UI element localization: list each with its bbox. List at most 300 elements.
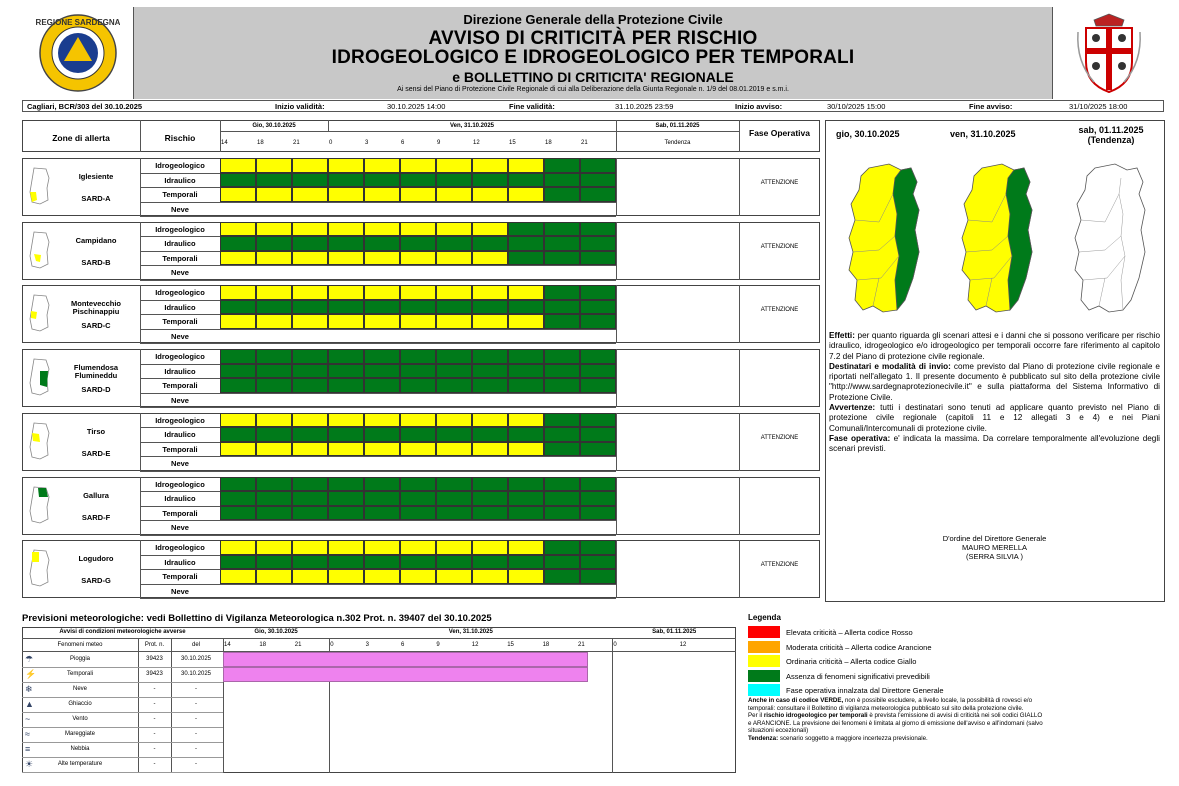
risk-slot bbox=[220, 187, 256, 202]
risk-slot bbox=[580, 540, 616, 555]
hour-label: 6 bbox=[401, 140, 405, 146]
meteo-name: Pioggia bbox=[69, 656, 90, 662]
regione-sardegna-logo bbox=[22, 7, 134, 99]
risk-slot bbox=[292, 506, 328, 521]
sardinia-map-2 bbox=[952, 160, 1042, 320]
risk-slot bbox=[220, 555, 256, 570]
meteo-name: Neve bbox=[72, 686, 87, 692]
meteo-hour: 9 bbox=[436, 642, 440, 648]
hour-label: 3 bbox=[365, 140, 369, 146]
risk-slot bbox=[220, 314, 256, 329]
risk-slot bbox=[292, 158, 328, 173]
risk-slot bbox=[436, 555, 472, 570]
risk-slot bbox=[580, 506, 616, 521]
divider bbox=[22, 682, 223, 683]
divider bbox=[22, 772, 223, 773]
divider bbox=[140, 584, 616, 585]
risk-label: Idrogeologico bbox=[155, 543, 205, 553]
risk-slot bbox=[292, 378, 328, 393]
legal-reference: Ai sensi del Piano di Protezione Civile Regionale di cui alla Deliberazione della Giunta Regionale n. 1/9 del 08.01.2019 e s.m.i. bbox=[397, 86, 789, 93]
risk-slot bbox=[328, 413, 364, 428]
risk-slot bbox=[580, 555, 616, 570]
risk-slot bbox=[400, 222, 436, 237]
risk-slot bbox=[580, 349, 616, 364]
risk-slot bbox=[400, 285, 436, 300]
fase-operativa-label: Fase operativa: bbox=[829, 433, 891, 443]
risk-slot bbox=[328, 540, 364, 555]
risk-slot bbox=[328, 285, 364, 300]
risk-label: Idraulico bbox=[164, 239, 196, 249]
legend-text: Fase operativa innalzata dal Direttore Generale bbox=[786, 686, 944, 695]
risk-label: Idraulico bbox=[164, 366, 196, 376]
meteo-day2: Ven, 31.10.2025 bbox=[448, 629, 493, 635]
risk-slot bbox=[544, 569, 580, 584]
risk-slot bbox=[256, 491, 292, 506]
meteo-name: Ghiaccio bbox=[68, 701, 92, 707]
risk-slot bbox=[400, 378, 436, 393]
divider bbox=[739, 158, 740, 216]
zone-code: SARD-F bbox=[81, 512, 111, 522]
risk-slot bbox=[400, 314, 436, 329]
note3-bold: Tendenza: bbox=[748, 734, 779, 742]
risk-slot bbox=[508, 491, 544, 506]
risk-slot bbox=[220, 251, 256, 266]
zone-code: SARD-C bbox=[81, 321, 111, 331]
risk-slot bbox=[364, 187, 400, 202]
risk-slot bbox=[508, 427, 544, 442]
risk-slot bbox=[472, 506, 508, 521]
meteo-name: Temporali bbox=[66, 671, 93, 677]
risk-slot bbox=[220, 158, 256, 173]
risk-slot bbox=[220, 364, 256, 379]
risk-slot bbox=[436, 314, 472, 329]
map-date-1: gio, 30.10.2025 bbox=[836, 129, 900, 139]
risk-label: Neve bbox=[171, 268, 189, 278]
risk-slot bbox=[436, 364, 472, 379]
sub-title: e BOLLETTINO DI CRITICITA' REGIONALE bbox=[452, 69, 734, 85]
risk-slot bbox=[472, 300, 508, 315]
risk-slot bbox=[508, 300, 544, 315]
risk-slot bbox=[436, 378, 472, 393]
risk-slot bbox=[436, 413, 472, 428]
divider bbox=[140, 343, 616, 344]
risk-slot bbox=[508, 413, 544, 428]
risk-slot bbox=[472, 427, 508, 442]
risk-slot bbox=[220, 442, 256, 457]
risk-slot bbox=[436, 222, 472, 237]
risk-slot bbox=[472, 187, 508, 202]
risk-slot bbox=[328, 236, 364, 251]
sardinia-map-3 bbox=[1065, 160, 1155, 320]
risk-slot bbox=[328, 300, 364, 315]
risk-slot bbox=[400, 427, 436, 442]
fase-value: ATTENZIONE bbox=[760, 434, 799, 441]
divider bbox=[22, 667, 223, 668]
meteo-hour: 14 bbox=[224, 642, 231, 648]
risk-slot bbox=[544, 413, 580, 428]
risk-slot bbox=[400, 569, 436, 584]
risk-label: Neve bbox=[171, 395, 189, 405]
risk-slot bbox=[292, 569, 328, 584]
risk-label: Temporali bbox=[162, 381, 198, 391]
note2-text: è prevista l'emissione di avvisi di criticità nei soli codici GIALLO e ARANCIONE. La previsione dei fenomeni è limitata al giorno di emissione dell'avviso e all'indomani (salvo situazioni eccezionali) bbox=[748, 712, 1043, 735]
risk-slot bbox=[580, 427, 616, 442]
zone-map-thumbnail bbox=[26, 293, 52, 333]
risk-slot bbox=[364, 442, 400, 457]
risk-slot bbox=[544, 222, 580, 237]
risk-slot bbox=[256, 506, 292, 521]
risk-slot bbox=[472, 569, 508, 584]
divider bbox=[22, 727, 223, 728]
divider bbox=[739, 285, 740, 343]
risk-label: Idrogeologico bbox=[155, 288, 205, 298]
risk-slot bbox=[364, 506, 400, 521]
risk-slot bbox=[256, 236, 292, 251]
divider bbox=[739, 349, 740, 407]
risk-slot bbox=[328, 378, 364, 393]
meteo-hour: 18 bbox=[259, 642, 267, 648]
risk-slot bbox=[508, 506, 544, 521]
risk-slot bbox=[256, 300, 292, 315]
sardinia-coat-of-arms-logo bbox=[1052, 7, 1164, 99]
risk-label: Temporali bbox=[162, 253, 198, 263]
meteo-hour: 15 bbox=[507, 642, 514, 648]
meteo-hour: 0 bbox=[613, 642, 617, 648]
day2-label: Ven, 31.10.2025 bbox=[449, 123, 495, 129]
legend-title: Legenda bbox=[748, 613, 781, 622]
meteo-hour: 6 bbox=[401, 642, 405, 648]
divider bbox=[22, 638, 736, 639]
divider bbox=[140, 280, 616, 281]
risk-slot bbox=[220, 506, 256, 521]
meteo-icon-2: ❄ bbox=[25, 684, 33, 694]
hour-label: 21 bbox=[581, 140, 588, 146]
rischio-header: Rischio bbox=[164, 133, 196, 143]
divider bbox=[140, 456, 616, 457]
divider bbox=[140, 265, 616, 266]
divider bbox=[616, 477, 617, 535]
risk-slot bbox=[256, 540, 292, 555]
risk-slot bbox=[436, 236, 472, 251]
risk-slot bbox=[328, 251, 364, 266]
risk-slot bbox=[544, 555, 580, 570]
hour-label: 21 bbox=[293, 140, 300, 146]
risk-slot bbox=[544, 540, 580, 555]
risk-slot bbox=[256, 378, 292, 393]
legend-text: Elevata criticità – Allerta codice Rosso bbox=[786, 628, 913, 637]
risk-slot bbox=[364, 236, 400, 251]
risk-slot bbox=[400, 442, 436, 457]
meteo-hour: 21 bbox=[578, 642, 585, 648]
risk-slot bbox=[364, 173, 400, 188]
divider bbox=[140, 535, 616, 536]
risk-slot bbox=[400, 477, 436, 492]
inizio-avviso-label: Inizio avviso: bbox=[735, 102, 783, 111]
risk-slot bbox=[400, 173, 436, 188]
risk-slot bbox=[436, 569, 472, 584]
signature-line-2: MAURO MERELLA bbox=[961, 543, 1027, 552]
risk-slot bbox=[580, 364, 616, 379]
risk-slot bbox=[472, 285, 508, 300]
divider bbox=[22, 742, 223, 743]
risk-slot bbox=[292, 427, 328, 442]
divider bbox=[220, 131, 739, 132]
risk-slot bbox=[256, 427, 292, 442]
risk-slot bbox=[364, 413, 400, 428]
meteo-name: Nebbia bbox=[70, 746, 90, 752]
divider bbox=[739, 540, 740, 598]
risk-slot bbox=[364, 158, 400, 173]
risk-slot bbox=[436, 251, 472, 266]
divider bbox=[22, 712, 223, 713]
risk-slot bbox=[544, 477, 580, 492]
zone-map-thumbnail bbox=[26, 548, 52, 588]
risk-slot bbox=[292, 477, 328, 492]
risk-slot bbox=[472, 477, 508, 492]
fine-validita-label: Fine validità: bbox=[509, 102, 555, 111]
risk-label: Neve bbox=[171, 204, 189, 214]
risk-slot bbox=[580, 236, 616, 251]
risk-slot bbox=[328, 314, 364, 329]
risk-slot bbox=[400, 540, 436, 555]
risk-slot bbox=[436, 540, 472, 555]
divider bbox=[616, 158, 617, 216]
risk-label: Idraulico bbox=[164, 557, 196, 567]
risk-slot bbox=[400, 300, 436, 315]
zone-map-thumbnail bbox=[26, 230, 52, 270]
risk-slot bbox=[364, 364, 400, 379]
divider bbox=[739, 477, 740, 535]
divider bbox=[140, 407, 616, 408]
risk-slot bbox=[508, 173, 544, 188]
col-fenomeni: Fenomeni meteo bbox=[57, 642, 103, 648]
risk-slot bbox=[292, 540, 328, 555]
risk-slot bbox=[472, 314, 508, 329]
risk-slot bbox=[436, 491, 472, 506]
day1-label: Gio, 30.10.2025 bbox=[252, 123, 296, 129]
meteo-icon-3: ▲ bbox=[25, 699, 34, 709]
risk-slot bbox=[256, 413, 292, 428]
risk-label: Idrogeologico bbox=[155, 415, 205, 425]
fine-validita-value: 31.10.2025 23:59 bbox=[615, 102, 674, 111]
risk-slot bbox=[220, 222, 256, 237]
risk-slot bbox=[508, 364, 544, 379]
meteo-day3: Sab, 01.11.2025 bbox=[652, 629, 697, 635]
zone-code: SARD-B bbox=[81, 257, 111, 267]
risk-slot bbox=[580, 187, 616, 202]
map-tendenza-label: (Tendenza) bbox=[1087, 135, 1135, 145]
zone-code: SARD-G bbox=[81, 576, 111, 586]
divider bbox=[140, 393, 616, 394]
map-date-2: ven, 31.10.2025 bbox=[950, 129, 1016, 139]
risk-slot bbox=[364, 491, 400, 506]
hour-label: 12 bbox=[473, 140, 480, 146]
risk-slot bbox=[544, 314, 580, 329]
note3-text: scenario soggetto a maggiore incertezza previsionale. bbox=[778, 734, 928, 742]
zone-map-thumbnail bbox=[26, 421, 52, 461]
bulletin-reference: Cagliari, BCR/303 del 30.10.2025 bbox=[27, 102, 143, 111]
hour-label: 18 bbox=[257, 140, 264, 146]
risk-slot bbox=[436, 285, 472, 300]
risk-slot bbox=[508, 187, 544, 202]
meteo-hour: 3 bbox=[365, 642, 369, 648]
zone-map-thumbnail bbox=[26, 166, 52, 206]
risk-slot bbox=[292, 349, 328, 364]
meteo-del: 30.10.2025 bbox=[180, 656, 212, 662]
risk-slot bbox=[220, 569, 256, 584]
risk-slot bbox=[472, 364, 508, 379]
risk-label: Temporali bbox=[162, 572, 198, 582]
risk-slot bbox=[220, 491, 256, 506]
risk-slot bbox=[508, 540, 544, 555]
meteo-icon-1: ⚡ bbox=[25, 669, 37, 679]
risk-slot bbox=[292, 491, 328, 506]
divider bbox=[22, 697, 223, 698]
risk-slot bbox=[400, 506, 436, 521]
meteo-del: - bbox=[195, 761, 197, 767]
svg-text:REGIONE SARDEGNA: REGIONE SARDEGNA bbox=[35, 18, 120, 27]
risk-slot bbox=[544, 158, 580, 173]
divider bbox=[140, 471, 616, 472]
risk-label: Idraulico bbox=[164, 175, 196, 185]
risk-slot bbox=[328, 569, 364, 584]
main-title-2: IDROGEOLOGICO E IDROGEOLOGICO PER TEMPORALI bbox=[331, 47, 855, 68]
validity-row bbox=[22, 100, 1164, 112]
risk-slot bbox=[544, 442, 580, 457]
divider bbox=[140, 598, 616, 599]
dept-title: Direzione Generale della Protezione Civile bbox=[463, 12, 723, 27]
risk-slot bbox=[256, 187, 292, 202]
meteo-hour: 0 bbox=[330, 642, 334, 648]
risk-slot bbox=[220, 413, 256, 428]
risk-slot bbox=[364, 349, 400, 364]
fase-operativa-text: e' indicata la massima. Da correlare temporalmente all'evoluzione degli scenari previsti. bbox=[829, 433, 1160, 454]
risk-label: Idrogeologico bbox=[155, 161, 205, 170]
zone-name: Tirso bbox=[86, 426, 106, 436]
meteo-name: Alte temperature bbox=[57, 761, 103, 767]
zone-code: SARD-D bbox=[81, 385, 111, 395]
fase-value: ATTENZIONE bbox=[760, 307, 799, 314]
risk-slot bbox=[292, 251, 328, 266]
note2-prefix: Per il bbox=[748, 712, 764, 720]
risk-slot bbox=[328, 477, 364, 492]
meteo-del: - bbox=[195, 716, 197, 722]
meteo-prot: - bbox=[153, 731, 156, 737]
meteo-prot: - bbox=[153, 746, 156, 752]
risk-slot bbox=[436, 349, 472, 364]
legend-swatch bbox=[748, 670, 780, 682]
risk-slot bbox=[472, 236, 508, 251]
meteo-sub: Avvisi di condizioni meteorologiche avverse bbox=[59, 629, 186, 635]
meteo-name: Mareggiate bbox=[64, 731, 96, 737]
risk-slot bbox=[508, 236, 544, 251]
risk-slot bbox=[292, 314, 328, 329]
risk-slot bbox=[580, 491, 616, 506]
risk-slot bbox=[256, 569, 292, 584]
risk-label: Idraulico bbox=[164, 430, 196, 440]
map-date-3: sab, 01.11.2025 bbox=[1078, 125, 1144, 135]
risk-slot bbox=[436, 477, 472, 492]
divider bbox=[616, 349, 617, 407]
risk-slot bbox=[436, 427, 472, 442]
risk-slot bbox=[544, 427, 580, 442]
risk-slot bbox=[292, 187, 328, 202]
meteo-day1: Gio, 30.10.2025 bbox=[254, 629, 298, 635]
zone-header: Zone di allerta bbox=[52, 133, 110, 143]
risk-slot bbox=[292, 413, 328, 428]
hour-label: 9 bbox=[437, 140, 441, 146]
risk-slot bbox=[580, 222, 616, 237]
risk-label: Neve bbox=[171, 586, 189, 596]
meteo-icon-4: ~ bbox=[25, 714, 31, 724]
meteo-prot: - bbox=[153, 716, 156, 722]
meteo-prot: 39423 bbox=[146, 671, 163, 677]
risk-slot bbox=[472, 173, 508, 188]
risk-slot bbox=[472, 540, 508, 555]
risk-slot bbox=[544, 378, 580, 393]
risk-slot bbox=[364, 427, 400, 442]
risk-slot bbox=[328, 364, 364, 379]
risk-label: Neve bbox=[171, 523, 189, 532]
effetti-label: Effetti: bbox=[829, 331, 855, 340]
risk-slot bbox=[220, 285, 256, 300]
risk-slot bbox=[328, 158, 364, 173]
fase-value: ATTENZIONE bbox=[760, 243, 799, 250]
risk-slot bbox=[220, 540, 256, 555]
risk-label: Temporali bbox=[162, 317, 198, 327]
risk-slot bbox=[436, 506, 472, 521]
risk-slot bbox=[364, 569, 400, 584]
risk-slot bbox=[544, 300, 580, 315]
hour-label: 14 bbox=[221, 140, 228, 146]
risk-slot bbox=[544, 187, 580, 202]
risk-slot bbox=[544, 236, 580, 251]
risk-slot bbox=[580, 477, 616, 492]
criticity-table bbox=[22, 120, 820, 602]
divider bbox=[22, 757, 223, 758]
risk-slot bbox=[472, 158, 508, 173]
risk-slot bbox=[580, 285, 616, 300]
tendenza-header: Tendenza bbox=[664, 140, 691, 146]
risk-label: Temporali bbox=[162, 508, 198, 518]
fase-header: Fase Operativa bbox=[749, 128, 810, 138]
main-title-1: AVVISO DI CRITICITÀ PER RISCHIO bbox=[428, 28, 758, 49]
risk-slot bbox=[256, 349, 292, 364]
meteo-hour: 18 bbox=[542, 642, 550, 648]
risk-slot bbox=[400, 555, 436, 570]
risk-slot bbox=[328, 187, 364, 202]
risk-slot bbox=[508, 349, 544, 364]
risk-slot bbox=[256, 222, 292, 237]
meteo-hour: 12 bbox=[471, 642, 479, 648]
risk-slot bbox=[580, 413, 616, 428]
risk-slot bbox=[292, 236, 328, 251]
risk-slot bbox=[544, 173, 580, 188]
avvertenze-label: Avvertenze: bbox=[829, 403, 876, 413]
risk-label: Idraulico bbox=[164, 302, 196, 312]
zone-map-thumbnail bbox=[26, 357, 52, 397]
risk-slot bbox=[220, 236, 256, 251]
hour-label: 0 bbox=[329, 140, 333, 146]
risk-label: Temporali bbox=[162, 190, 198, 199]
risk-slot bbox=[400, 251, 436, 266]
meteo-bar bbox=[223, 667, 588, 682]
effetti-text: per quanto riguarda gli scenari attesi e i danni che si possono verificare per rischio idraulico, idrogeologico e/o idrogeologico per temporali occorre fare riferimento al capitolo 7.2 del Piano di protezione civile regionale. bbox=[829, 331, 1160, 361]
risk-slot bbox=[364, 477, 400, 492]
risk-slot bbox=[472, 491, 508, 506]
risk-slot bbox=[436, 158, 472, 173]
risk-slot bbox=[256, 158, 292, 173]
